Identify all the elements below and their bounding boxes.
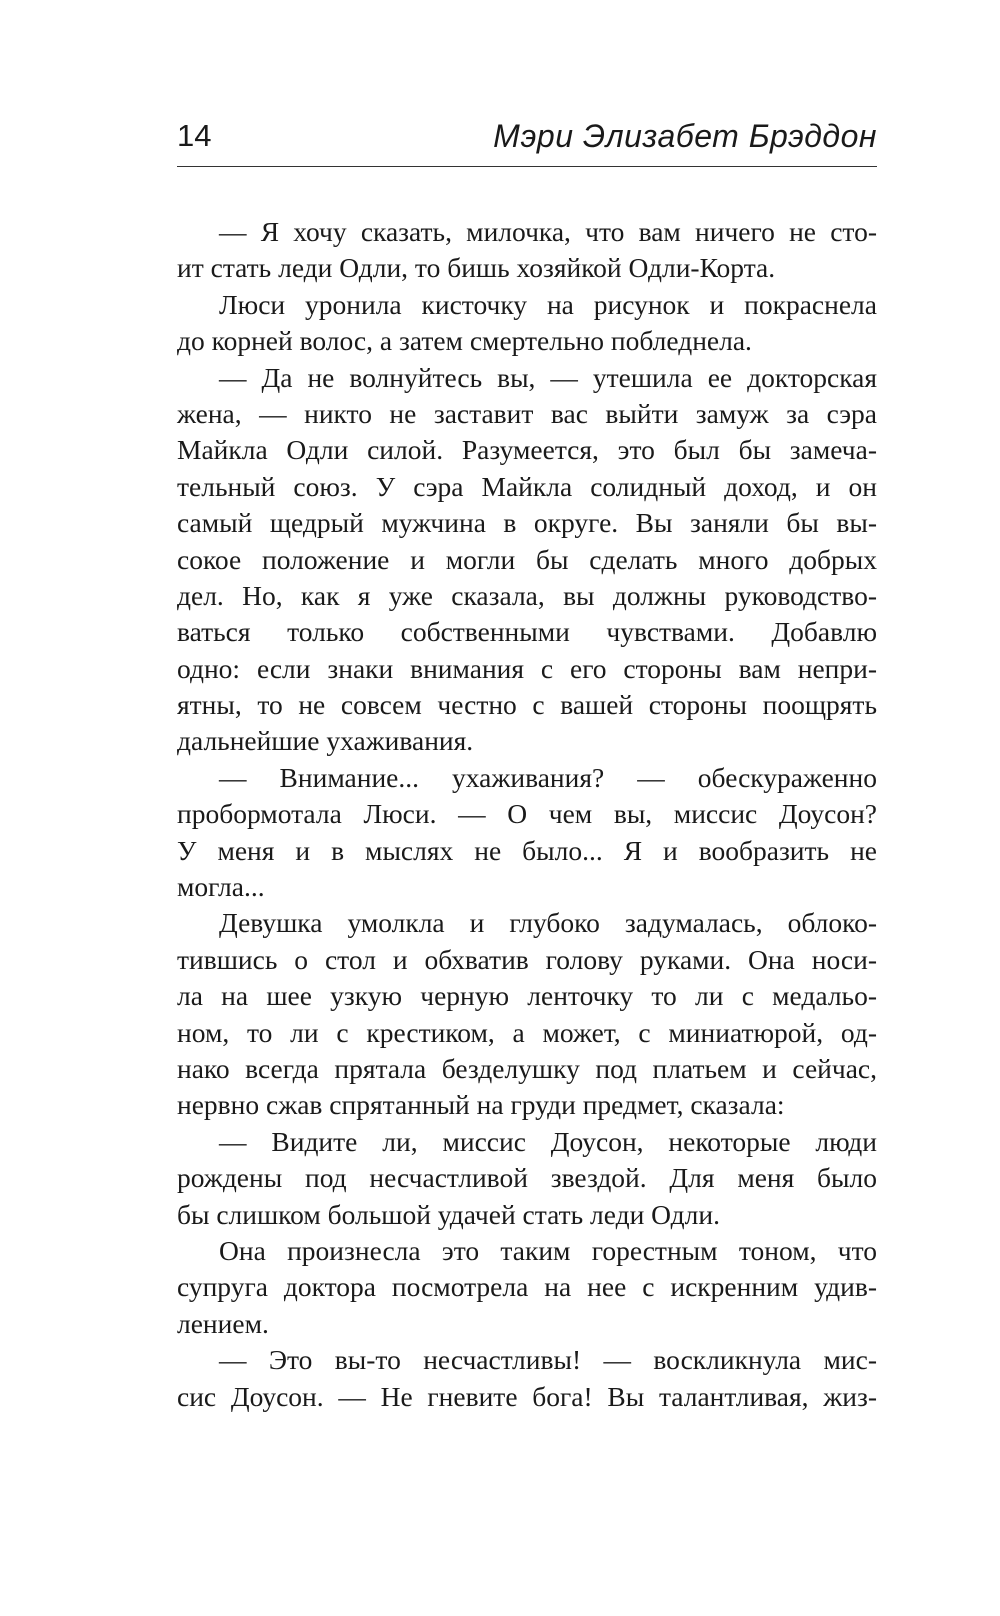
text-line: жена, — никто не заставит вас выйти замуж за сэра <box>177 397 877 429</box>
header-rule <box>177 166 877 167</box>
text-line: дальнейшие ухаживания. <box>177 725 474 757</box>
text-line: сокое положение и могли бы сделать много добрых <box>177 543 877 575</box>
text-line: — Внимание... ухаживания? — обескураженно <box>219 761 877 793</box>
text-line: сис Доусон. — Не гневите бога! Вы талантливая, жиз- <box>177 1380 877 1412</box>
running-title: Мэри Элизабет Брэддон <box>493 118 877 154</box>
text-line: Люси уронила кисточку на рисунок и покраснела <box>219 288 877 320</box>
page-number: 14 <box>177 118 212 153</box>
text-line: ла на шее узкую черную ленточку то ли с медальо- <box>177 980 877 1012</box>
text-line: Она произнесла это таким горестным тоном, что <box>219 1234 877 1266</box>
text-line: бы слишком большой удачей стать леди Одли. <box>177 1198 720 1230</box>
text-line: ятны, то не совсем честно с вашей стороны поощрять <box>177 689 877 721</box>
text-line: нако всегда прятала безделушку под платьем и сейчас, <box>177 1052 877 1084</box>
text-line: могла... <box>177 871 265 903</box>
text-line: тившись о стол и обхватив голову руками. Она носи- <box>177 943 877 975</box>
text-line: Майкла Одли силой. Разумеется, это был бы замеча- <box>177 434 877 466</box>
page-header <box>177 118 877 162</box>
text-line: Девушка умолкла и глубоко задумалась, облоко- <box>219 907 877 939</box>
text-line: ном, то ли с крестиком, а может, с миниатюрой, од- <box>177 1016 877 1048</box>
text-line: тельный союз. У сэра Майкла солидный доход, и он <box>177 470 877 502</box>
text-line: до корней волос, а затем смертельно побледнела. <box>177 325 752 357</box>
text-line: — Видите ли, миссис Доусон, некоторые люди <box>219 1125 877 1157</box>
text-line: супруга доктора посмотрела на нее с искренним удив- <box>177 1271 877 1303</box>
text-line: самый щедрый мужчина в округе. Вы заняли бы вы- <box>177 507 877 539</box>
text-line: — Это вы-то несчастливы! — воскликнула мис- <box>219 1344 877 1376</box>
text-line: рождены под несчастливой звездой. Для меня было <box>177 1162 877 1194</box>
text-line: дел. Но, как я уже сказала, вы должны руководство- <box>177 579 877 611</box>
text-line: ит стать леди Одли, то бишь хозяйкой Одли-Корта. <box>177 252 776 284</box>
text-line: лением. <box>177 1307 269 1339</box>
body-text <box>177 214 877 1415</box>
text-line: У меня и в мыслях не было... Я и вообразить не <box>177 834 877 866</box>
text-line: нервно сжав спрятанный на груди предмет, сказала: <box>177 1089 785 1121</box>
text-line: ваться только собственными чувствами. Добавлю <box>177 616 877 648</box>
text-line: — Я хочу сказать, милочка, что вам ничего не сто- <box>219 216 877 247</box>
text-line: — Да не волнуйтесь вы, — утешила ее докторская <box>219 361 877 393</box>
text-line: пробормотала Люси. — О чем вы, миссис Доусон? <box>177 798 877 830</box>
text-line: одно: если знаки внимания с его стороны вам непри- <box>177 652 877 684</box>
